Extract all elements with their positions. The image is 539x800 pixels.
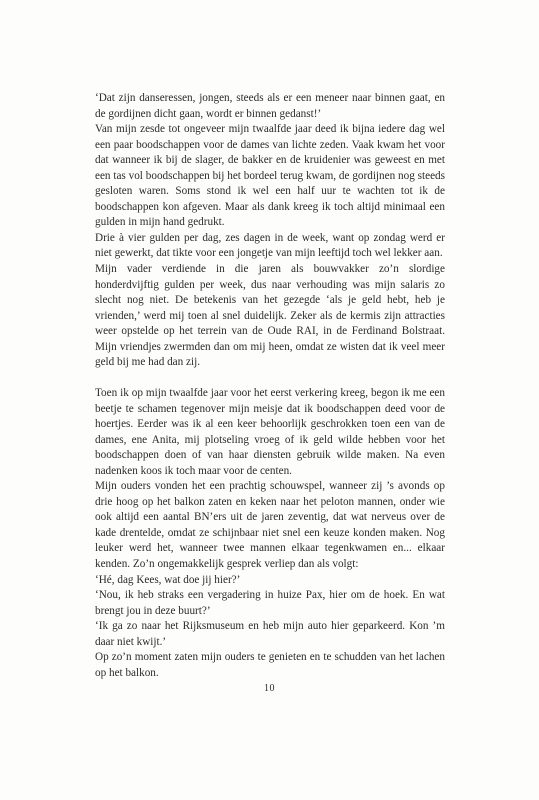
paragraph: ‘Dat zijn danseressen, jongen, steeds als er een meneer naar binnen gaat, en de gordijnen dicht gaan, wordt er binnen gedanst!’ bbox=[95, 92, 445, 120]
paragraph: Van mijn zesde tot ongeveer mijn twaalfde jaar deed ik bijna iedere dag wel een paar boodschappen voor de dames van lichte zeden. Vaak kwam het voor dat wanneer ik bij de slager, de bakker en de kruidenier was geweest en met een tas vol boodschappen bij het bordeel terug kwam, de gordijnen nog steeds gesloten waren. Soms stond ik wel een half uur te wachten tot ik de boodschappen kon afgeven. Maar als dank kreeg ik toch altijd minimaal een gulden in mijn hand gedrukt. bbox=[95, 123, 445, 229]
text-section-2 bbox=[95, 386, 445, 681]
dialogue-line: ‘Ik ga zo naar het Rijksmuseum en heb mijn auto hier geparkeerd. Kon ’m daar niet kwijt.’ bbox=[95, 620, 445, 648]
paragraph: Op zo’n moment zaten mijn ouders te genieten en te schudden van het lachen op het balkon. bbox=[95, 651, 445, 679]
page-number: 10 bbox=[264, 683, 275, 694]
text-section-1 bbox=[95, 91, 445, 371]
dialogue-line: ‘Nou, ik heb straks een vergadering in huize Pax, hier om de hoek. En wat brengt jou in deze buurt?’ bbox=[95, 589, 445, 617]
paragraph: Mijn vader verdiende in die jaren als bouwvakker zo’n slordige honderdvijftig gulden per week, dus naar verhouding was mijn salaris zo slecht nog niet. De betekenis van het gezegde ‘als je geld hebt, heb je vrienden,’ werd mij toen al snel duidelijk. Zeker als de kermis zijn attracties weer opstelde op het terrein van de Oude RAI, in de Ferdinand Bolstraat. Mijn vriendjes zwermden dan om mij heen, omdat ze wisten dat ik veel meer geld bij me had dan zij. bbox=[95, 263, 445, 369]
paragraph: Toen ik op mijn twaalfde jaar voor het eerst verkering kreeg, begon ik me een beetje te schamen tegenover mijn meisje dat ik boodschappen deed voor de hoertjes. Eerder was ik al een keer behoorlijk geschrokken toen een van de dames, ene Anita, mij plotseling vroeg of ik geld wilde hebben voor het boodschappen doen of van haar diensten gebruik wilde maken. Na even nadenken koos ik toch maar voor de centen. bbox=[95, 387, 445, 477]
paragraph: Drie à vier gulden per dag, zes dagen in de week, want op zondag werd er niet gewerkt, dat tikte voor een jongetje van mijn leeftijd toch wel lekker aan. bbox=[95, 231, 445, 260]
dialogue-line: ‘Hé, dag Kees, wat doe jij hier?’ bbox=[95, 573, 241, 586]
paragraph: Mijn ouders vonden het een prachtig schouwspel, wanneer zij ’s avonds op drie hoog op het balkon zaten en keken naar het peloton mannen, onder wie ook altijd een aantal BN’ers uit de jaren zeventig, dat wat nerveus over de kade drentelde, omdat ze schijnbaar niet snel een keuze konden maken. Nog leuker werd het, wanneer twee mannen elkaar tegenkwamen en... elkaar kenden. Zo’n ongemakkelijk gesprek verliep dan als volgt: bbox=[95, 480, 445, 571]
